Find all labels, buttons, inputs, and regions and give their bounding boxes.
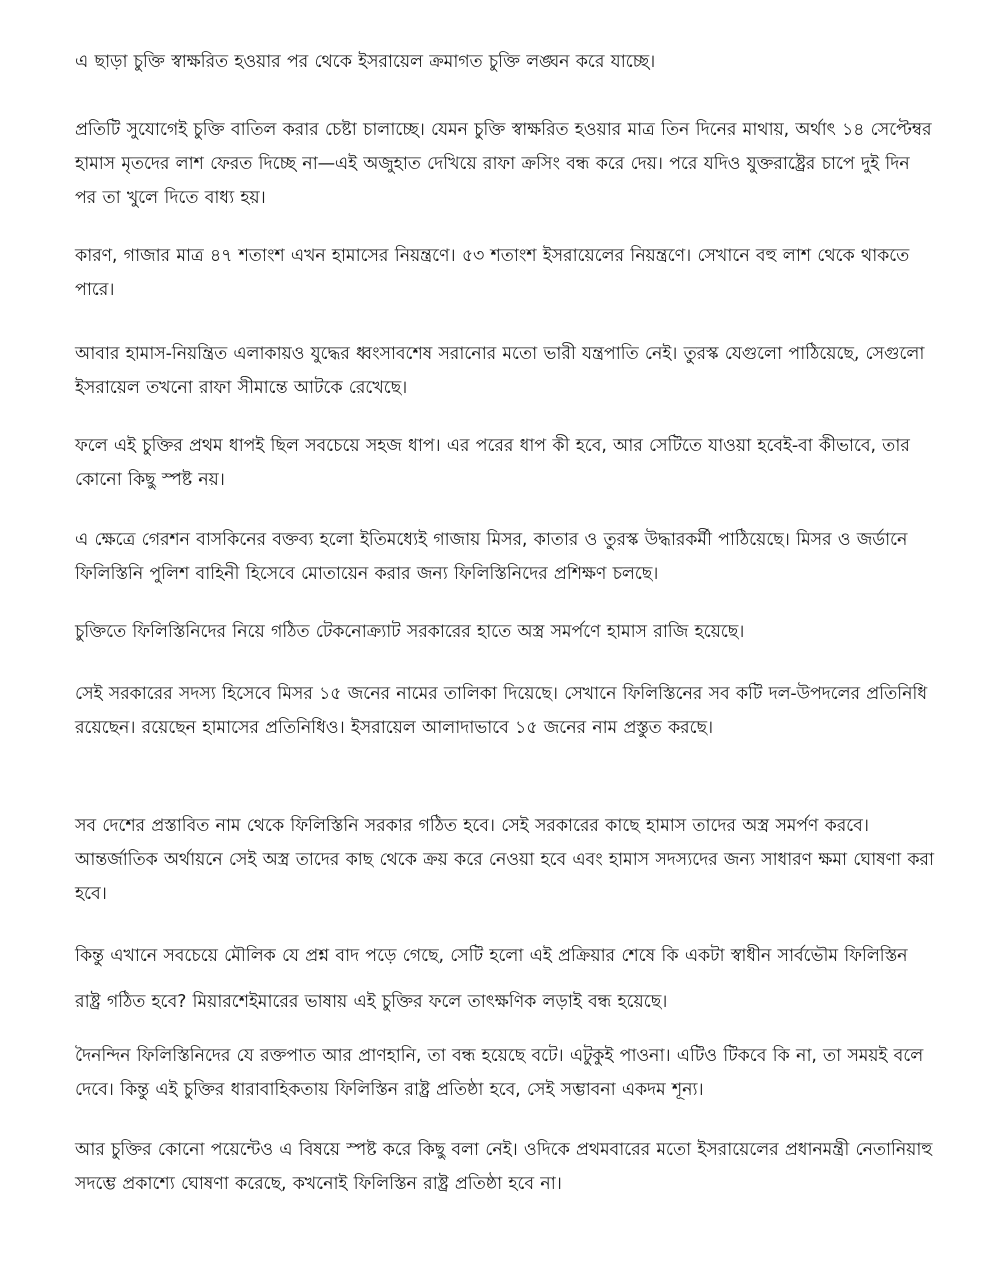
paragraph: এ ছাড়া চুক্তি স্বাক্ষরিত হওয়ার পর থেকে ইসরায়েল ক্রমাগত চুক্তি লঙ্ঘন করে যাচ্ছে। [75,52,656,72]
paragraph: চুক্তিতে ফিলিস্তিনিদের নিয়ে গঠিত টেকনোক্র্যাট সরকারের হাতে অস্ত্র সমর্পণে হামাস রাজি হয়েছে। [75,622,745,642]
paragraph: সেই সরকারের সদস্য হিসেবে মিসর ১৫ জনের নামের তালিকা দিয়েছে। সেখানে ফিলিস্তিনের সব কটি দল-উপদলের প্রতিনিধি রয়েছেন। রয়েছেন হামাসের প্রতিনিধিও। ইসরায়েল আলাদাভাবে ১৫ জনের নাম প্রস্তুত করছে। [75,684,927,738]
paragraph: দৈনন্দিন ফিলিস্তিনিদের যে রক্তপাত আর প্রাণহানি, তা বন্ধ হয়েছে বটে। এটুকুই পাওনা। এটিও টিকবে কি না, তা সময়ই বলে দেবে। কিন্তু এই চুক্তির ধারাবাহিকতায় ফিলিস্তিন রাষ্ট্র প্রতিষ্ঠা হবে, সেই সম্ভাবনা একদম শূন্য। [75,1046,924,1100]
paragraph: আবার হামাস-নিয়ন্ত্রিত এলাকায়ও যুদ্ধের ধ্বংসাবশেষ সরানোর মতো ভারী যন্ত্রপাতি নেই। তুরস্ক যেগুলো পাঠিয়েছে, সেগুলো ইসরায়েল তখনো রাফা সীমান্তে আটকে রেখেছে। [75,344,925,398]
paragraph: ফলে এই চুক্তির প্রথম ধাপই ছিল সবচেয়ে সহজ ধাপ। এর পরের ধাপ কী হবে, আর সেটিতে যাওয়া হবেই-বা কীভাবে, তার কোনো কিছু স্পষ্ট নয়। [75,436,910,490]
paragraph: সব দেশের প্রস্তাবিত নাম থেকে ফিলিস্তিনি সরকার গঠিত হবে। সেই সরকারের কাছে হামাস তাদের অস্ত্র সমর্পণ করবে। আন্তর্জাতিক অর্থায়নে সেই অস্ত্র তাদের কাছ থেকে ক্রয় করে নেওয়া হবে এবং হামাস সদস্যদের জন্য সাধারণ ক্ষমা ঘোষণা করা হবে। [75,816,934,904]
paragraph: প্রতিটি সুযোগেই চুক্তি বাতিল করার চেষ্টা চালাচ্ছে। যেমন চুক্তি স্বাক্ষরিত হওয়ার মাত্র তিন দিনের মাথায়, অর্থাৎ ১৪ সেপ্টেম্বর হামাস মৃতদের লাশ ফেরত দিচ্ছে না—এই অজুহাত দেখিয়ে রাফা ক্রসিং বন্ধ করে দেয়। পরে যদিও যুক্তরাষ্ট্রের চাপে দুই দিন পর তা খুলে দিতে বাধ্য হয়। [75,120,932,208]
paragraph: কিন্তু এখানে সবচেয়ে মৌলিক যে প্রশ্ন বাদ পড়ে গেছে, সেটি হলো এই প্রক্রিয়ার শেষে কি একটা স্বাধীন সার্বভৌম ফিলিস্তিন রাষ্ট্র গঠিত হবে? মিয়ারশেইমারের ভাষায় এই চুক্তির ফলে তাৎক্ষণিক লড়াই বন্ধ হয়েছে। [75,946,908,1012]
paragraph: কারণ, গাজার মাত্র ৪৭ শতাংশ এখন হামাসের নিয়ন্ত্রণে। ৫৩ শতাংশ ইসরায়েলের নিয়ন্ত্রণে। সেখানে বহু লাশ থেকে থাকতে পারে। [75,246,910,300]
paragraph: আর চুক্তির কোনো পয়েন্টেও এ বিষয়ে স্পষ্ট করে কিছু বলা নেই। ওদিকে প্রথমবারের মতো ইসরায়েলের প্রধানমন্ত্রী নেতানিয়াহু সদম্ভে প্রকাশ্যে ঘোষণা করেছে, কখনোই ফিলিস্তিন রাষ্ট্র প্রতিষ্ঠা হবে না। [75,1140,933,1194]
paragraph: এ ক্ষেত্রে গেরশন বাসকিনের বক্তব্য হলো ইতিমধ্যেই গাজায় মিসর, কাতার ও তুরস্ক উদ্ধারকর্মী পাঠিয়েছে। মিসর ও জর্ডানে ফিলিস্তিনি পুলিশ বাহিনী হিসেবে মোতায়েন করার জন্য ফিলিস্তিনিদের প্রশিক্ষণ চলছে। [75,530,908,584]
